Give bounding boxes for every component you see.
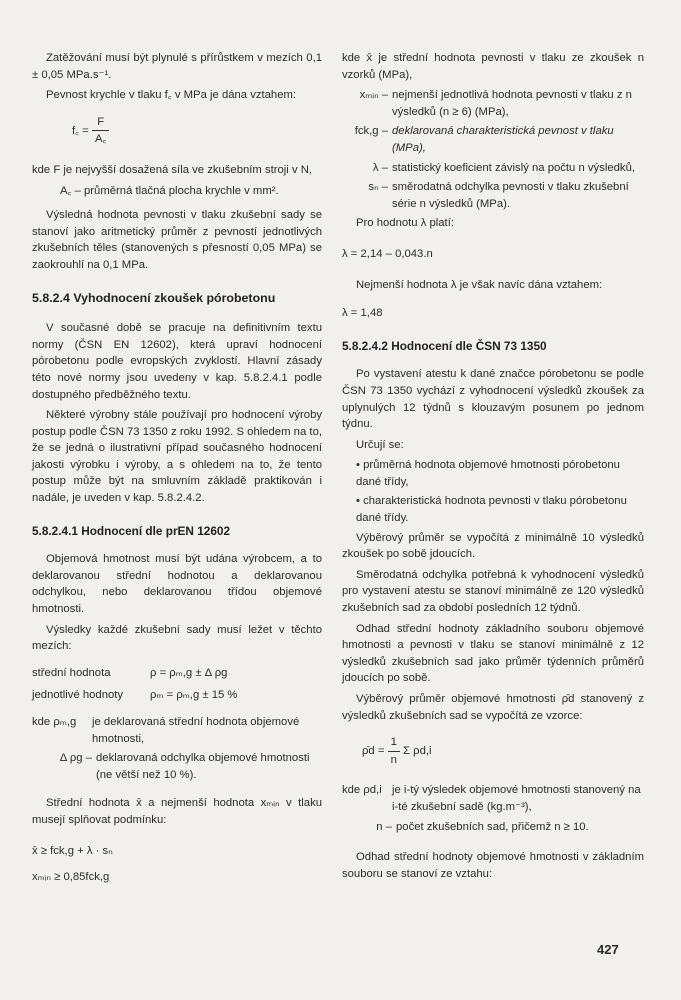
fraction (92, 114, 109, 148)
equation: ρₘ = ρₘ,g ± 15 % (150, 689, 238, 702)
equation: x̄ ≥ fck,g + λ · sₙ (32, 844, 113, 857)
definition-row (342, 179, 644, 212)
equation-fc (32, 114, 322, 148)
definition-term: λ – (372, 161, 388, 174)
equation: xₘᵢₙ ≥ 0,85fck,g (32, 871, 110, 884)
paragraph: Objemová hmotnost musí být udána výrobcem, a to deklarovanou střední hodnotou a deklarovanou odchylkou, nebo deklarovanou třídou objemové hmotnosti. (32, 553, 322, 616)
section-heading: 5.8.2.4 Vyhodnocení zkoušek pórobetonu (32, 290, 276, 305)
paragraph: Směrodatná odchylka potřebná k vyhodnocení výsledků pro vystavení atestu se stanoví minimálně ze 120 výsledků zkušebních sad za období posledních 12 týdnů. (342, 568, 644, 615)
paragraph: V současné době se pracuje na definitivním textu normy (ČSN EN 12602), která upraví hodnocení pórobetonu podle evropských zvyklostí. Hlavní zásady této nové normy jsou uvedeny v kap. 5.8.2.4.1 podle dostupného předběžného textu. (32, 322, 322, 401)
paragraph: Pevnost krychle v tlaku f꜀ v MPa je dána vztahem: (46, 89, 297, 102)
definition-text: počet zkušebních sad, přičemž n ≥ 10. (396, 820, 589, 833)
paragraph: Odhad střední hodnoty objemové hmotnosti v základním souboru se stanoví ze vztahu: (342, 851, 644, 880)
equation-density (342, 734, 644, 768)
paragraph: Výsledky každé zkušební sady musí ležet v těchto mezích: (32, 623, 322, 653)
page-number: 427 (597, 942, 619, 957)
equation-rhs: Σ ρd,i (403, 745, 432, 758)
paragraph: Některé výrobny stále používají pro hodnocení výroby postup podle ČSN 73 1350 z roku 1992. S ohledem na to, že se jedná o ilustrativní případ současného hodnocení jakosti výrobku i výroby, a s ohledem na to, že tento postup může být na smluvním základě praktikován i nadále, je uveden v kap. 5.8.2.4.2. (32, 409, 322, 505)
equation-lhs: f꜀ = (72, 124, 89, 137)
numerator: F (92, 114, 109, 132)
equation-label: střední hodnota (32, 666, 111, 679)
paragraph: kde x̄ je střední hodnota pevnosti v tlaku ze zkoušek n vzorků (MPa), (342, 52, 644, 81)
definition-text: deklarovaná odchylka objemové hmotnosti (ne větší než 10 %). (96, 752, 310, 781)
equation: λ = 2,14 – 0,043.n (342, 247, 433, 260)
definition-text: je i-tý výsledek objemové hmotnosti stanovený na i-té zkušební sadě (kg.m⁻³), (392, 784, 641, 813)
definition-text: deklarovaná charakteristická pevnost v tlaku (MPa), (392, 125, 614, 154)
definition-row (342, 819, 644, 836)
paragraph: kde F je nejvyšší dosažená síla ve zkušebním stroji v N, (32, 163, 313, 176)
paragraph: Určují se: (356, 438, 404, 451)
fraction (388, 734, 400, 768)
paragraph: Výběrový průměr se vypočítá z minimálně 10 výsledků zkoušek po sobě jdoucích. (342, 531, 644, 561)
definition-text: nejmenší jednotlivá hodnota pevnosti v tlaku z n výsledků (n ≥ 6) (MPa), (392, 89, 632, 118)
definition-term: Δ ρg – (59, 752, 92, 765)
definition-term: xₘᵢₙ – (359, 89, 388, 102)
subsection-heading: 5.8.2.4.2 Hodnocení dle ČSN 73 1350 (342, 338, 547, 353)
definition-row (32, 714, 322, 747)
definition-term: kde ρd,i (342, 784, 382, 797)
list-item: • charakteristická hodnota pevnosti v tlaku pórobetonu dané třídy. (356, 495, 627, 525)
definition-row (342, 782, 644, 815)
definition-term: fck,g – (354, 125, 388, 138)
definition-row (32, 750, 322, 783)
denominator: A꜀ (94, 133, 107, 146)
equation-row (32, 687, 322, 704)
definition-row (342, 87, 644, 120)
right-column (342, 50, 644, 886)
numerator: 1 (388, 734, 400, 752)
paragraph: Odhad střední hodnoty základního souboru objemové hmotnosti a pevnosti v tlaku se stanoví minimálně z 12 výsledků zkušebních sad jako průměr týdenních průměrů jdoucích po sobě. (342, 622, 644, 685)
definition-term: kde ρₘ,g (32, 716, 77, 728)
definition-term: sₙ – (368, 181, 388, 194)
subsection-heading: 5.8.2.4.1 Hodnocení dle prEN 12602 (32, 523, 231, 538)
paragraph: Zatěžování musí být plynulé s přírůstkem v mezích 0,1 ± 0,05 MPa.s⁻¹. (32, 52, 322, 81)
equation-row (32, 665, 322, 682)
equation-lhs: ρ̄d = (362, 745, 385, 758)
definition-text: je deklarovaná střední hodnota objemové hmotnosti, (92, 716, 300, 745)
definition-term: n – (376, 820, 392, 833)
paragraph: Střední hodnota x̄ a nejmenší hodnota xₘᵢₙ v tlaku musejí splňovat podmínku: (32, 797, 322, 826)
definition-text: směrodatná odchylka pevnosti v tlaku zkušební série n výsledků (MPa). (392, 181, 629, 210)
definition-row (342, 160, 644, 177)
paragraph: Pro hodnotu λ platí: (356, 217, 454, 230)
definition-text: statistický koeficient závislý na počtu n výsledků, (392, 161, 635, 174)
list-item: • průměrná hodnota objemové hmotnosti pórobetonu dané třídy, (356, 459, 620, 488)
equation-label: jednotlivé hodnoty (32, 689, 124, 702)
equation: ρ = ρₘ,g ± Δ ρg (150, 666, 228, 679)
denominator: n (390, 753, 397, 766)
paragraph: Nejmenší hodnota λ je však navíc dána vztahem: (356, 278, 603, 291)
equation: λ = 1,48 (342, 307, 383, 320)
left-column (32, 50, 322, 900)
definition-row (342, 123, 644, 156)
paragraph: Po vystavení atestu k dané značce pórobetonu se podle ČSN 73 1350 vychází z vyhodnocení výsledků zkoušek za uplynulých 12 týdnů s klouzavým posunem po jednom týdnu. (342, 368, 644, 431)
paragraph: Výsledná hodnota pevnosti v tlaku zkušební sady se stanoví jako aritmetický průměr z pevností jednotlivých zkušebních těles (stanovených s přesností 0,05 MPa) se zaokrouhlí na 0,1 MPa. (32, 209, 322, 271)
paragraph: A꜀ – průměrná tlačná plocha krychle v mm². (60, 184, 279, 197)
paragraph: Výběrový průměr objemové hmotnosti ρ̄d stanovený z výsledků zkušebních sad se vypočítá ze vzorce: (342, 693, 644, 722)
